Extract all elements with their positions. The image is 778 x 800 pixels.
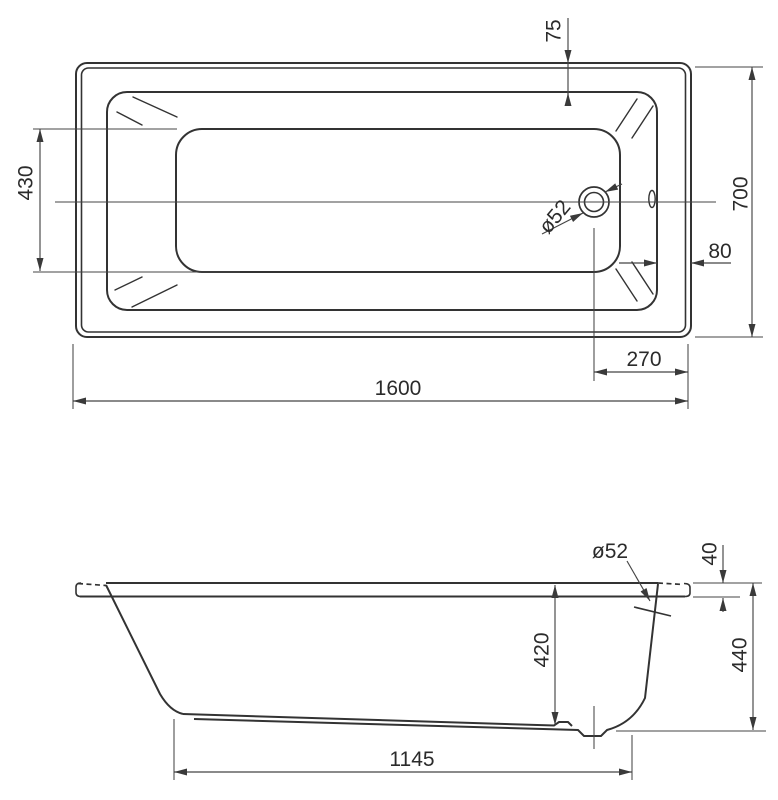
dim-label-overall-length: 1600 <box>374 377 422 400</box>
side-rim-left-cap <box>76 583 81 597</box>
dim-label-drain-to-edge: 270 <box>626 348 662 371</box>
side-view-dimensions <box>174 540 766 780</box>
side-rim-hidden-edge-left <box>78 584 106 586</box>
dim-label-basin-width: 430 <box>14 165 38 201</box>
corner-hatch-top-left <box>117 97 177 125</box>
corner-hatch-top-right <box>616 99 653 138</box>
top-view <box>76 63 691 337</box>
side-rim <box>76 583 690 597</box>
dim-drain-diameter-side <box>592 540 650 601</box>
dim-bottom-length <box>174 748 632 772</box>
dim-drain-diameter-top <box>535 184 622 238</box>
dim-label-overall-height: 440 <box>728 637 752 673</box>
dim-overall-length <box>73 377 688 401</box>
dim-label-bottom-length: 1145 <box>389 748 435 771</box>
dim-rim-offset-top <box>543 18 569 103</box>
dim-overall-width <box>730 67 753 337</box>
dim-rim-offset-right <box>619 240 732 263</box>
corner-hatch-bottom-left <box>115 277 177 307</box>
side-rim-hidden-edge-right <box>658 583 683 585</box>
dim-rim-thickness <box>699 542 724 612</box>
dim-inner-depth <box>531 585 556 725</box>
corner-hatch-bottom-right <box>616 262 653 301</box>
dim-label-drain-diameter-top: ø52 <box>534 195 576 239</box>
side-drain-mark <box>634 607 671 616</box>
side-bottom-profile <box>194 584 658 736</box>
dim-drain-to-edge <box>594 348 688 372</box>
side-rim-right-cap <box>684 584 690 597</box>
dim-label-rim-thickness: 40 <box>698 542 722 566</box>
dim-basin-width <box>15 129 41 271</box>
dim-label-overall-width: 700 <box>729 176 753 212</box>
tub-inner-rim-contour <box>107 92 657 310</box>
dim-label-drain-diameter-side: ø52 <box>591 540 629 563</box>
side-left-wall <box>106 585 183 714</box>
tub-outer-outline <box>76 63 691 337</box>
overflow-icon <box>649 191 655 208</box>
top-view-dimensions <box>15 18 764 409</box>
dim-label-rim-offset-right: 80 <box>708 240 732 263</box>
dim-label-inner-depth: 420 <box>530 632 554 668</box>
dim-overall-height <box>729 583 754 730</box>
tub-outer-inner-line <box>82 68 686 332</box>
dim-label-rim-offset-top: 75 <box>542 19 566 43</box>
side-view <box>76 583 690 736</box>
